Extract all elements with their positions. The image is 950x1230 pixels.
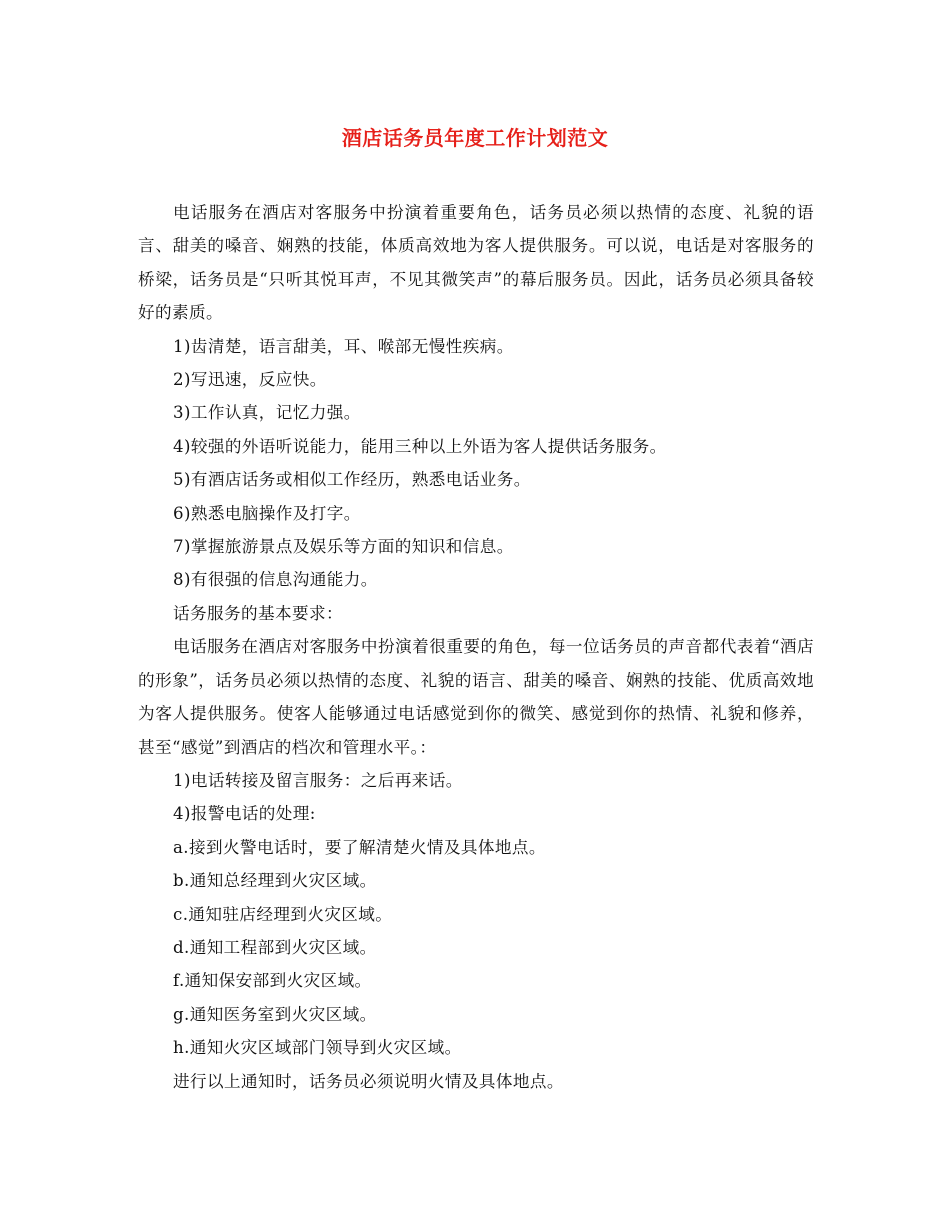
quality-item: 3)工作认真，记忆力强。: [173, 403, 361, 423]
quality-item: 7)掌握旅游景点及娱乐等方面的知识和信息。: [173, 537, 514, 557]
service-item: 1)电话转接及留言服务：之后再来话。: [173, 770, 463, 790]
alarm-step: a.接到火警电话时，要了解清楚火情及具体地点。: [173, 837, 546, 857]
quality-item: 4)较强的外语听说能力，能用三种以上外语为客人提供话务服务。: [173, 436, 667, 456]
quality-item: 1)齿清楚，语言甜美，耳、喉部无慢性疾病。: [173, 336, 514, 356]
quality-item: 5)有酒店话务或相似工作经历，熟悉电话业务。: [173, 470, 531, 490]
document-title: 酒店话务员年度工作计划范文: [341, 126, 609, 150]
document-body: [138, 196, 814, 1098]
alarm-step: f.通知保安部到火灾区域。: [173, 971, 372, 991]
alarm-step: b.通知总经理到火灾区域。: [173, 871, 377, 891]
requirements-paragraph: 电话服务在酒店对客服务中扮演着很重要的角色，每一位话务员的声音都代表着“酒店的形象”，话务员必须以热情的态度、礼貌的语言、甜美的嗓音、娴熟的技能、优质高效地为客人提供服务。使客人能够通过电话感觉到你的微笑、感觉到你的热情、礼貌和修养，甚至“感觉”到酒店的档次和管理水平。：: [138, 637, 814, 757]
quality-item: 8)有很强的信息沟通能力。: [173, 570, 378, 590]
alarm-step: c.通知驻店经理到火灾区域。: [173, 904, 393, 924]
closing-line: 进行以上通知时，话务员必须说明火情及具体地点。: [173, 1071, 564, 1091]
alarm-step: d.通知工程部到火灾区域。: [173, 937, 377, 957]
alarm-step: g.通知医务室到火灾区域。: [173, 1004, 377, 1024]
intro-paragraph: 电话服务在酒店对客服务中扮演着重要角色，话务员必须以热情的态度、礼貌的语言、甜美的嗓音、娴熟的技能，体质高效地为客人提供服务。可以说，电话是对客服务的桥梁，话务员是“只听其悦耳声，不见其微笑声”的幕后服务员。因此，话务员必须具备较好的素质。: [138, 203, 814, 323]
alarm-step: h.通知火灾区域部门领导到火灾区域。: [173, 1038, 462, 1058]
service-item: 4)报警电话的处理:: [173, 804, 316, 824]
quality-item: 2)写迅速，反应快。: [173, 370, 327, 390]
quality-item: 6)熟悉电脑操作及打字。: [173, 503, 361, 523]
requirements-heading: 话务服务的基本要求：: [173, 603, 343, 623]
